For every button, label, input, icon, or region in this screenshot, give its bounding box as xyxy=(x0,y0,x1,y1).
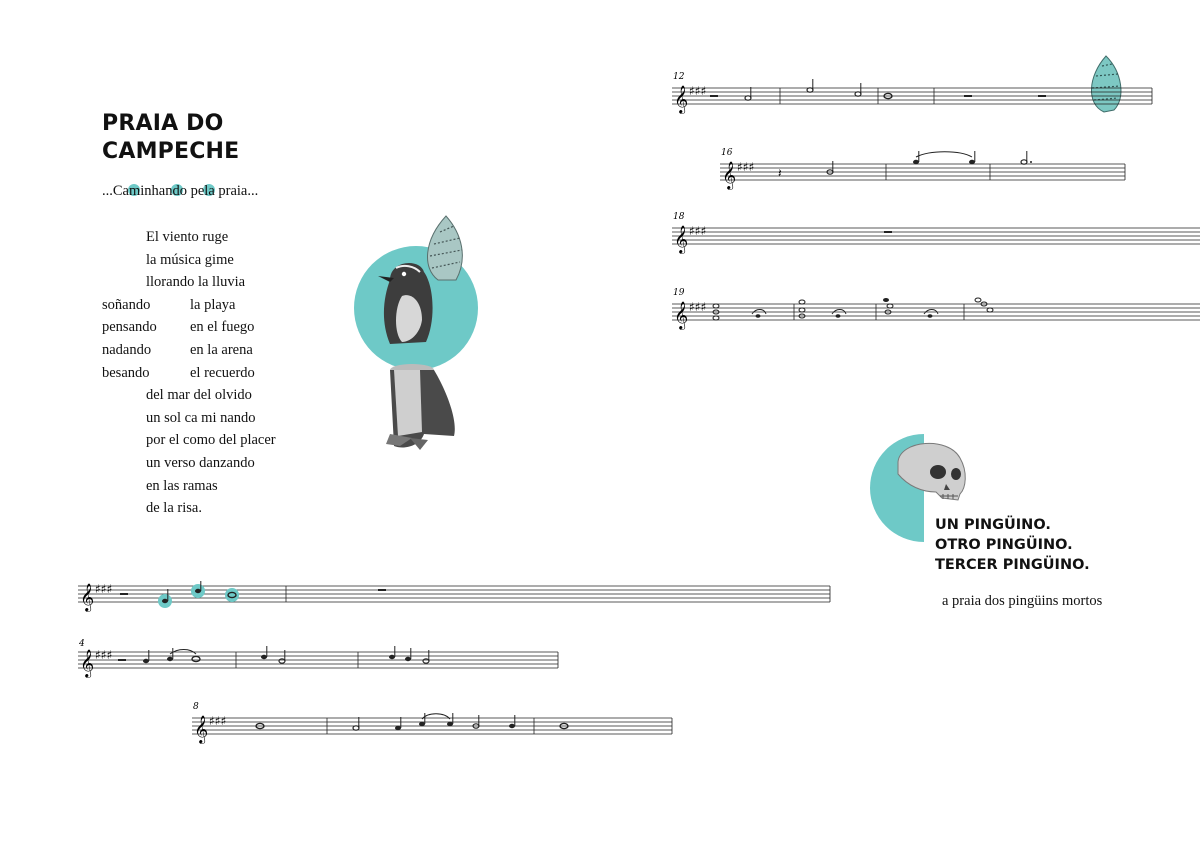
rest-icon xyxy=(710,95,718,97)
treble-clef-icon: 𝄞 xyxy=(80,583,95,611)
poem-line: de la risa. xyxy=(146,500,202,517)
note-icon xyxy=(279,659,285,663)
penguin-count-text xyxy=(935,515,1090,575)
note-icon xyxy=(261,655,267,659)
poem-line: un sol ca mi nando xyxy=(146,409,256,426)
rest-icon xyxy=(120,593,128,595)
key-signature-icon: ♯♯♯ xyxy=(209,714,227,728)
tie-icon xyxy=(916,152,972,157)
music-staff-8 xyxy=(192,702,676,744)
measure-number-12: 12 xyxy=(673,72,685,82)
note-icon xyxy=(389,655,395,659)
intro-line: ...Caminhando pela praia... xyxy=(102,183,259,199)
penguin-collage-image xyxy=(350,210,490,460)
measure-number-16: 16 xyxy=(721,148,733,158)
note-icon xyxy=(395,726,401,730)
chord-cluster-2 xyxy=(799,300,846,318)
note-icon xyxy=(192,656,200,661)
music-staff-18 xyxy=(672,210,1200,252)
key-signature-icon: ♯♯♯ xyxy=(95,648,113,662)
poem-pair: nadando en la arena xyxy=(102,341,253,358)
treble-clef-icon: 𝄞 xyxy=(194,715,209,743)
note-icon xyxy=(969,160,975,164)
rest-icon xyxy=(378,589,386,591)
seashell-icon xyxy=(428,216,463,280)
treble-clef-icon: 𝄞 xyxy=(674,85,689,113)
poem-pair: pensando en el fuego xyxy=(102,319,255,336)
highlight-d: d xyxy=(172,183,180,199)
note-icon xyxy=(913,160,919,164)
note-icon xyxy=(195,589,201,593)
title-line-1: PRAIA DO xyxy=(102,111,224,136)
highlight-l: l xyxy=(204,183,209,199)
highlight-dot xyxy=(225,588,239,602)
note-icon xyxy=(423,659,429,663)
treble-clef-icon: 𝄞 xyxy=(674,301,689,329)
note-icon xyxy=(1021,160,1027,164)
measure-number-18: 18 xyxy=(673,212,685,222)
note-icon xyxy=(855,92,861,96)
treble-clef-icon: 𝄞 xyxy=(674,225,689,253)
poem-line: del mar del olvido xyxy=(146,387,252,404)
key-signature-icon: ♯♯♯ xyxy=(737,160,755,174)
penguin-line-2: OTRO PINGÜINO. xyxy=(935,537,1073,553)
poem-pair: soñando la playa xyxy=(102,296,236,313)
measure-number-19: 19 xyxy=(673,288,685,298)
music-staff-12 xyxy=(672,70,1156,114)
title-line-2: CAMPECHE xyxy=(102,139,240,164)
note-icon xyxy=(167,657,173,661)
poem-line: en las ramas xyxy=(146,477,218,494)
page-title xyxy=(102,110,239,166)
note-icon xyxy=(807,88,813,92)
poem xyxy=(102,226,276,520)
treble-clef-icon: 𝄞 xyxy=(722,161,737,189)
music-staff-19 xyxy=(672,286,1200,330)
quarter-rest-icon: 𝄽 xyxy=(778,166,782,180)
caption: a praia dos pingüins mortos xyxy=(942,593,1103,609)
chord-cluster-4 xyxy=(975,298,993,312)
poem-line: un verso danzando xyxy=(146,454,255,471)
poem-line: por el como del placer xyxy=(146,432,276,449)
key-signature-icon: ♯♯♯ xyxy=(689,224,707,238)
note-icon xyxy=(745,96,751,100)
poem-line: la música gime xyxy=(146,251,234,268)
note-icon xyxy=(447,722,453,726)
key-signature-icon: ♯♯♯ xyxy=(95,582,113,596)
measure-number-8: 8 xyxy=(193,702,199,712)
penguin-lower-icon xyxy=(386,364,455,450)
penguin-line-3: TERCER PINGÜINO. xyxy=(935,557,1090,573)
poem-line: El viento ruge xyxy=(146,229,229,245)
poem-line: llorando la lluvia xyxy=(146,274,246,291)
key-signature-icon: ♯♯♯ xyxy=(689,84,707,98)
key-signature-icon: ♯♯♯ xyxy=(689,300,707,314)
note-icon xyxy=(143,659,149,663)
rest-icon xyxy=(118,659,126,661)
music-staff-16 xyxy=(720,146,1130,188)
note-icon xyxy=(509,724,515,728)
rest-icon xyxy=(1038,95,1046,97)
note-icon xyxy=(353,726,359,730)
penguin-line-1: UN PINGÜINO. xyxy=(935,517,1051,533)
rest-icon xyxy=(964,95,972,97)
music-staff-4 xyxy=(78,640,562,680)
music-staff-1 xyxy=(78,578,832,614)
highlight-m: m xyxy=(128,183,141,199)
note-icon xyxy=(405,657,411,661)
note-icon xyxy=(162,599,168,603)
rest-icon xyxy=(884,231,892,233)
measure-number-4: 4 xyxy=(79,639,85,649)
note-icon xyxy=(419,722,425,726)
poem-pair: besando el recuerdo xyxy=(102,364,255,381)
treble-clef-icon: 𝄞 xyxy=(80,649,95,677)
